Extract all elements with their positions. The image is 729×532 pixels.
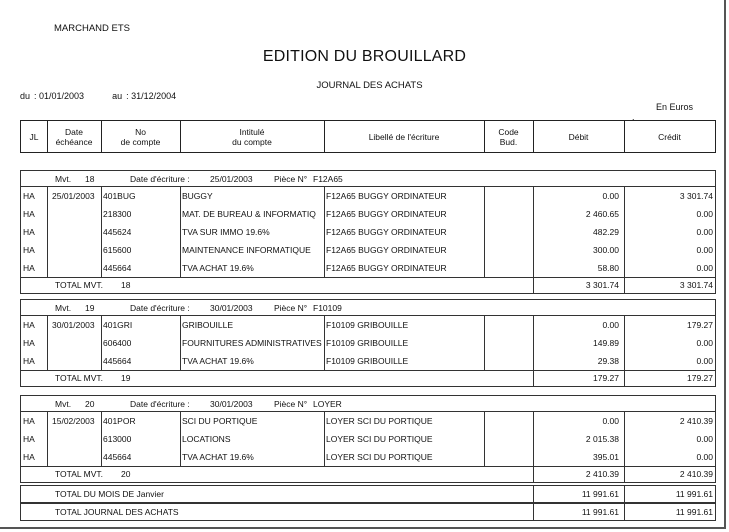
entry-date: 30/01/2003 xyxy=(210,303,253,313)
cell-credit: 179.27 xyxy=(687,320,713,330)
entry-row xyxy=(21,223,715,241)
cell-account: 613000 xyxy=(103,434,132,444)
cell-libelle: F12A65 BUGGY ORDINATEUR xyxy=(326,245,447,255)
cell-intitule: TVA ACHAT 19.6% xyxy=(182,356,254,366)
cell-debit: 482.29 xyxy=(593,227,619,237)
period-from-value: : 01/01/2003 xyxy=(34,91,85,101)
cell-jl: HA xyxy=(23,263,35,273)
company-name: MARCHAND ETS xyxy=(54,23,131,34)
cell-intitule: SCI DU PORTIQUE xyxy=(182,416,258,426)
cell-jl: HA xyxy=(23,338,35,348)
piece-label: Pièce N° xyxy=(274,399,308,409)
header-debit: Débit xyxy=(568,131,589,142)
cell-intitule: TVA ACHAT 19.6% xyxy=(182,263,254,273)
cell-libelle: F10109 GRIBOUILLE xyxy=(326,320,409,330)
cell-credit: 0.00 xyxy=(696,434,713,444)
cell-intitule: FOURNITURES ADMINISTRATIVES xyxy=(182,338,322,348)
cell-credit: 0.00 xyxy=(696,356,713,366)
currency-label: En Euros xyxy=(656,102,694,112)
cell-credit: 0.00 xyxy=(696,245,713,255)
cell-account: 445664 xyxy=(103,452,132,462)
month-total-label: TOTAL DU MOIS DE Janvier xyxy=(55,489,164,499)
cell-libelle: F12A65 BUGGY ORDINATEUR xyxy=(326,209,447,219)
movement-total-row xyxy=(21,466,715,482)
header-libelle: Libellé de l'écriture xyxy=(368,131,440,142)
header-jl: JL xyxy=(29,131,39,142)
journal-total-row xyxy=(20,503,716,521)
entry-row xyxy=(21,259,715,277)
cell-account: 615600 xyxy=(103,245,132,255)
cell-jl: HA xyxy=(23,356,35,366)
entry-row xyxy=(21,430,715,448)
total-mvt-label: TOTAL MVT. xyxy=(55,373,104,383)
entry-row xyxy=(21,205,715,223)
piece-number: F10109 xyxy=(313,303,342,313)
mvt-label: Mvt. xyxy=(55,174,72,184)
cell-jl: HA xyxy=(23,416,35,426)
cell-account: 445664 xyxy=(103,263,132,273)
total-mvt-debit: 179.27 xyxy=(593,373,619,383)
journal-name: JOURNAL DES ACHATS xyxy=(316,80,423,91)
journal-total-label: TOTAL JOURNAL DES ACHATS xyxy=(55,507,179,517)
cell-jl: HA xyxy=(23,227,35,237)
total-mvt-number: 19 xyxy=(121,373,131,383)
movement-total-row xyxy=(21,277,715,293)
header-tick-mark: ` xyxy=(632,118,635,128)
piece-label: Pièce N° xyxy=(274,174,308,184)
cell-credit: 0.00 xyxy=(696,227,713,237)
cell-libelle: F10109 GRIBOUILLE xyxy=(326,338,409,348)
cell-debit: 2 015.38 xyxy=(585,434,619,444)
entry-date-label: Date d'écriture : xyxy=(130,399,190,409)
cell-credit: 0.00 xyxy=(696,452,713,462)
mvt-number: 18 xyxy=(85,174,95,184)
cell-debit: 0.00 xyxy=(602,320,619,330)
cell-account: 606400 xyxy=(103,338,132,348)
total-mvt-credit: 2 410.39 xyxy=(679,469,713,479)
cell-account: 218300 xyxy=(103,209,132,219)
total-mvt-debit: 3 301.74 xyxy=(585,280,619,290)
cell-debit: 58.80 xyxy=(597,263,619,273)
report-title: EDITION DU BROUILLARD xyxy=(262,48,467,65)
movement-header xyxy=(21,396,715,412)
cell-account: 401BUG xyxy=(103,191,136,201)
total-mvt-number: 20 xyxy=(121,469,131,479)
cell-intitule: LOCATIONS xyxy=(182,434,231,444)
cell-jl: HA xyxy=(23,191,35,201)
period-range xyxy=(20,91,180,101)
piece-number: F12A65 xyxy=(313,174,343,184)
cell-libelle: F12A65 BUGGY ORDINATEUR xyxy=(326,227,447,237)
cell-date: 25/01/2003 xyxy=(52,191,95,201)
cell-intitule: TVA ACHAT 19.6% xyxy=(182,452,254,462)
total-mvt-label: TOTAL MVT. xyxy=(55,280,104,290)
entry-row xyxy=(21,352,715,370)
month-total-row xyxy=(20,485,716,503)
mvt-number: 19 xyxy=(85,303,95,313)
movement-total-row xyxy=(21,370,715,386)
cell-debit: 2 460.65 xyxy=(585,209,619,219)
entry-row xyxy=(21,448,715,466)
entry-date-label: Date d'écriture : xyxy=(130,174,190,184)
movement-block xyxy=(20,170,716,294)
journal-total-credit: 11 991.61 xyxy=(675,507,713,517)
journal-total-debit: 11 991.61 xyxy=(581,507,619,517)
mvt-label: Mvt. xyxy=(55,303,72,313)
entry-row xyxy=(21,412,715,430)
total-mvt-number: 18 xyxy=(121,280,131,290)
cell-credit: 0.00 xyxy=(696,209,713,219)
movement-header xyxy=(21,300,715,316)
cell-debit: 29.38 xyxy=(597,356,619,366)
cell-intitule: MAINTENANCE INFORMATIQUE xyxy=(182,245,311,255)
entry-date: 30/01/2003 xyxy=(210,399,253,409)
header-credit: Crédit xyxy=(658,131,681,142)
mvt-number: 20 xyxy=(85,399,95,409)
cell-account: 401GRI xyxy=(103,320,133,330)
cell-libelle: LOYER SCI DU PORTIQUE xyxy=(326,434,433,444)
entry-date-label: Date d'écriture : xyxy=(130,303,190,313)
cell-date: 15/02/2003 xyxy=(52,416,95,426)
cell-libelle: F12A65 BUGGY ORDINATEUR xyxy=(326,263,447,273)
movement-block xyxy=(20,299,716,387)
cell-intitule: TVA SUR IMMO 19.6% xyxy=(182,227,270,237)
entry-row xyxy=(21,316,715,334)
cell-jl: HA xyxy=(23,452,35,462)
cell-libelle: F12A65 BUGGY ORDINATEUR xyxy=(326,191,447,201)
cell-jl: HA xyxy=(23,209,35,219)
entry-row xyxy=(21,187,715,205)
header-intitule: Intitulé du compte xyxy=(232,126,272,147)
cell-intitule: GRIBOUILLE xyxy=(182,320,234,330)
entry-row xyxy=(21,241,715,259)
column-header xyxy=(20,120,716,153)
movement-header xyxy=(21,171,715,187)
cell-date: 30/01/2003 xyxy=(52,320,95,330)
period-to-value: : 31/12/2004 xyxy=(126,91,177,101)
cell-account: 445624 xyxy=(103,227,132,237)
cell-intitule: MAT. DE BUREAU & INFORMATIQ xyxy=(182,209,316,219)
total-mvt-credit: 179.27 xyxy=(687,373,713,383)
cell-credit: 2 410.39 xyxy=(679,416,713,426)
cell-debit: 300.00 xyxy=(593,245,619,255)
cell-credit: 0.00 xyxy=(696,338,713,348)
cell-jl: HA xyxy=(23,245,35,255)
cell-account: 401POR xyxy=(103,416,136,426)
piece-number: LOYER xyxy=(313,399,342,409)
cell-intitule: BUGGY xyxy=(182,191,213,201)
entry-row xyxy=(21,334,715,352)
header-code-bud: Code Bud. xyxy=(498,126,519,147)
period-to-label: au xyxy=(112,91,123,101)
cell-debit: 149.89 xyxy=(593,338,619,348)
total-mvt-label: TOTAL MVT. xyxy=(55,469,104,479)
cell-jl: HA xyxy=(23,320,35,330)
movement-block xyxy=(20,395,716,483)
cell-account: 445664 xyxy=(103,356,132,366)
total-mvt-debit: 2 410.39 xyxy=(585,469,619,479)
header-account-no: No de compte xyxy=(120,126,161,147)
header-date: Date échéance xyxy=(55,126,93,147)
entry-date: 25/01/2003 xyxy=(210,174,253,184)
cell-credit: 3 301.74 xyxy=(679,191,713,201)
total-mvt-credit: 3 301.74 xyxy=(679,280,713,290)
month-total-debit: 11 991.61 xyxy=(581,489,619,499)
cell-libelle: LOYER SCI DU PORTIQUE xyxy=(326,452,433,462)
mvt-label: Mvt. xyxy=(55,399,72,409)
month-total-credit: 11 991.61 xyxy=(675,489,713,499)
period-from-label: du xyxy=(20,91,31,101)
cell-debit: 0.00 xyxy=(602,416,619,426)
cell-debit: 395.01 xyxy=(593,452,619,462)
cell-jl: HA xyxy=(23,434,35,444)
piece-label: Pièce N° xyxy=(274,303,308,313)
cell-libelle: F10109 GRIBOUILLE xyxy=(326,356,409,366)
cell-libelle: LOYER SCI DU PORTIQUE xyxy=(326,416,433,426)
cell-debit: 0.00 xyxy=(602,191,619,201)
cell-credit: 0.00 xyxy=(696,263,713,273)
